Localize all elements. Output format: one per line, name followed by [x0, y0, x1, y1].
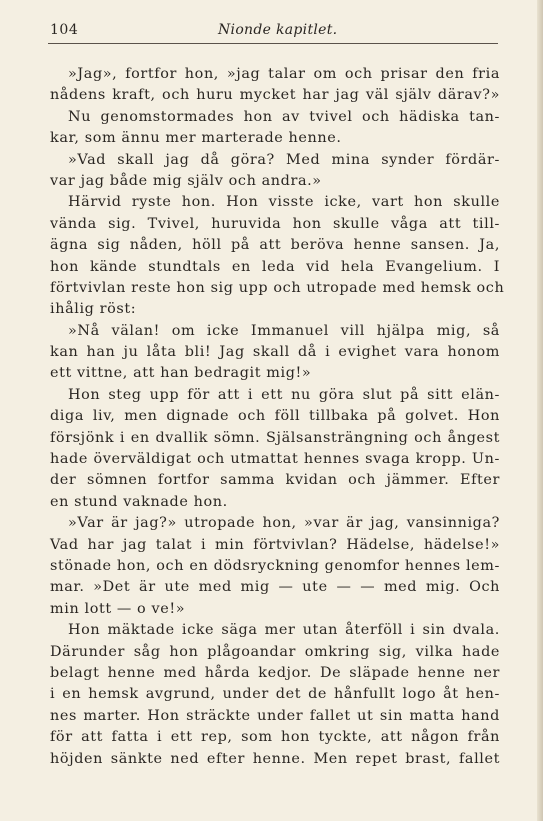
running-title: Nionde kapitlet. [218, 22, 338, 38]
text-line: kar, som ännu mer marterade henne. [50, 130, 342, 147]
text-line: Därunder såg hon plågoandar omkring sig, vilka hade [50, 643, 500, 660]
text-line: diga liv, men dignade och föll tillbaka på golvet. Hon [50, 408, 500, 425]
text-line: min lott — o ve!» [50, 600, 186, 617]
text-line: »Nå välan! om icke Immanuel vill hjälpa mig, så [68, 322, 500, 339]
text-line: »Jag», fortfor hon, »jag talar om och prisar den fria [68, 66, 500, 82]
text-line: kan han ju låta bli! Jag skall då i evighet vara honom [50, 344, 500, 361]
text-line: förtvivlan reste hon sig upp och utropade med hemsk och [50, 279, 505, 296]
text-line: belagt henne med hårda kedjor. De släpade henne ner [50, 664, 500, 681]
text-line: ett vittne, att han bedragit mig!» [50, 365, 312, 382]
text-line: stönade hon, och en dödsryckning genomfor hennes lem- [50, 557, 500, 574]
header-rule [48, 43, 498, 44]
page-number: 104 [50, 22, 79, 38]
text-line: var jag både mig själv och andra.» [50, 172, 322, 189]
text-line: Hon mäktade icke säga mer utan återföll i sin dvala. [68, 622, 500, 639]
text-line: nådens kraft, och huru mycket har jag väl själv därav?» [50, 87, 500, 104]
text-line: Vad har jag talat i min förtvivlan? Hädelse, hädelse!» [50, 536, 500, 553]
text-line: försjönk i en dvallik sömn. Själsansträngning och ångest [50, 429, 500, 446]
text-line: en stund vaknade hon. [50, 493, 228, 510]
text-line: Nu genomstormades hon av tvivel och hädiska tan- [68, 108, 500, 125]
text-line: mar. »Det är ute med mig — ute — — med mig. Och [50, 579, 500, 596]
page-edge [537, 0, 543, 821]
text-line: Hon steg upp för att i ett nu göra slut på sitt elän- [68, 386, 500, 403]
text-line: för att fatta i ett rep, som hon tyckte, att någon från [50, 729, 500, 746]
text-line: nes marter. Hon sträckte under fallet ut sin matta hand [50, 707, 500, 724]
text-line: der sömnen fortfor samma kvidan och jämmer. Efter [50, 472, 500, 489]
text-line: Härvid ryste hon. Hon visste icke, vart hon skulle [68, 194, 500, 211]
text-line: hade överväldigat och utmattat hennes svaga kropp. Un- [50, 451, 500, 468]
text-line: »Var är jag?» utropade hon, »var är jag, vansinniga? [68, 515, 500, 532]
text-line: i en hemsk avgrund, under det de hånfullt logo åt hen- [50, 686, 500, 703]
text-line: »Vad skall jag då göra? Med mina synder fördär- [68, 151, 500, 168]
text-line: vända sig. Tvivel, huruvida hon skulle våga att till- [50, 215, 500, 232]
body-text [50, 64, 505, 770]
text-line: ihålig röst: [50, 301, 137, 318]
text-line: hon kände stundtals en leda vid hela Evangelium. I [50, 258, 500, 275]
text-line: höjden sänkte ned efter henne. Men repet brast, fallet [50, 750, 500, 767]
text-line: ägna sig nåden, höll på att beröva henne sansen. Ja, [50, 237, 500, 254]
page-header [42, 22, 494, 42]
